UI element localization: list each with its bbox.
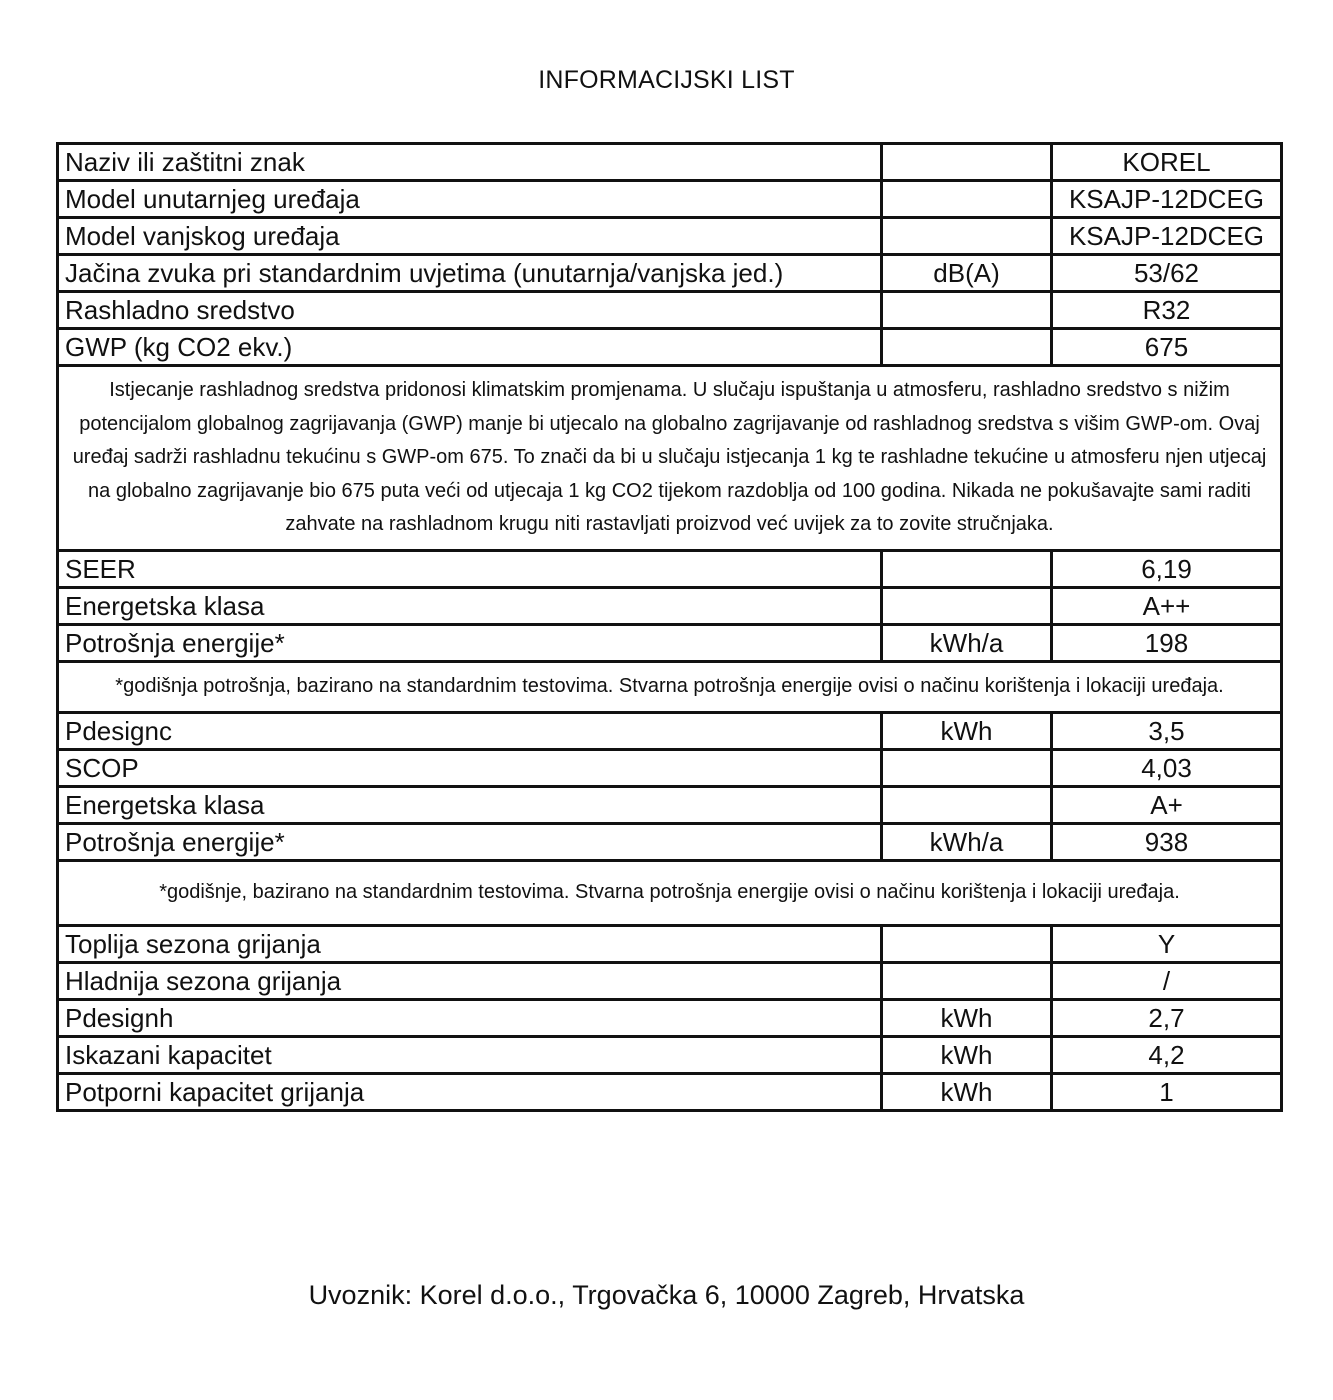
- row-value: 198: [1052, 624, 1282, 661]
- row-value: KSAJP-12DCEG: [1052, 218, 1282, 255]
- table-row-warmer-season: [58, 925, 1282, 962]
- row-label: Energetska klasa: [58, 786, 882, 823]
- row-label: Iskazani kapacitet: [58, 1036, 882, 1073]
- row-value: 53/62: [1052, 255, 1282, 292]
- row-unit: [882, 962, 1052, 999]
- row-value: 1: [1052, 1073, 1282, 1110]
- row-unit: kWh: [882, 712, 1052, 749]
- table-row-heating-consumption: [58, 823, 1282, 860]
- row-label: Potporni kapacitet grijanja: [58, 1073, 882, 1110]
- table-row-seer: [58, 550, 1282, 587]
- row-unit: [882, 749, 1052, 786]
- row-value: A+: [1052, 786, 1282, 823]
- row-value: R32: [1052, 292, 1282, 329]
- row-label: Model unutarnjeg uređaja: [58, 181, 882, 218]
- row-value: 4,03: [1052, 749, 1282, 786]
- refrigerant-note: Istjecanje rashladnog sredstva pridonosi klimatskim promjenama. U slučaju ispuštanja u atmosferu, rashladno sredstvo s nižim potencijalom globalnog zagrijavanja (GWP) manje bi utjecalo na globalno zagrijavanje od rashladnog sredstva s višim GWP-om. Ovaj uređaj sadrži rashladnu tekućinu s GWP-om 675. To znači da bi u slučaju istjecanja 1 kg te rashladne tekućine u atmosferu njen utjecaj na globalno zagrijavanje bio 675 puta veći od utjecaja 1 kg CO2 tijekom razdoblja od 100 godina. Nikada ne pokušavajte sami raditi zahvate na rashladnom krugu niti rastavljati proizvod već uvijek za to zovite stručnjaka.: [58, 366, 1282, 551]
- row-unit: [882, 181, 1052, 218]
- table-row-colder-season: [58, 962, 1282, 999]
- row-label: SEER: [58, 550, 882, 587]
- table-row-backup-capacity: [58, 1073, 1282, 1110]
- row-unit: kWh/a: [882, 624, 1052, 661]
- row-label: GWP (kg CO2 ekv.): [58, 329, 882, 366]
- row-label: SCOP: [58, 749, 882, 786]
- row-label: Rashladno sredstvo: [58, 292, 882, 329]
- table-row-indoor-model: [58, 181, 1282, 218]
- table-row-scop: [58, 749, 1282, 786]
- row-value: KOREL: [1052, 144, 1282, 181]
- importer-footer: Uvoznik: Korel d.o.o., Trgovačka 6, 10000 Zagreb, Hrvatska: [308, 1280, 1025, 1310]
- table-row-pdesignc: [58, 712, 1282, 749]
- row-unit: [882, 329, 1052, 366]
- row-label: Hladnija sezona grijanja: [58, 962, 882, 999]
- row-label: Energetska klasa: [58, 587, 882, 624]
- table-row-refrigerant: [58, 292, 1282, 329]
- row-unit: kWh: [882, 999, 1052, 1036]
- row-label: Model vanjskog uređaja: [58, 218, 882, 255]
- row-label: Toplija sezona grijanja: [58, 925, 882, 962]
- row-value: Y: [1052, 925, 1282, 962]
- document-title: INFORMACIJSKI LIST: [538, 66, 795, 94]
- table-row-sound-level: [58, 255, 1282, 292]
- information-table: [56, 142, 1283, 1112]
- table-row-brand: [58, 144, 1282, 181]
- table-row-declared-capacity: [58, 1036, 1282, 1073]
- row-value: 675: [1052, 329, 1282, 366]
- row-value: 6,19: [1052, 550, 1282, 587]
- heating-note: *godišnje, bazirano na standardnim testovima. Stvarna potrošnja energije ovisi o načinu korištenja i lokaciji uređaja.: [58, 860, 1282, 925]
- table-row-refrigerant-note: [58, 366, 1282, 551]
- row-value: /: [1052, 962, 1282, 999]
- table-row-gwp: [58, 329, 1282, 366]
- table-row-pdesignh: [58, 999, 1282, 1036]
- row-unit: kWh/a: [882, 823, 1052, 860]
- row-unit: [882, 550, 1052, 587]
- row-value: 2,7: [1052, 999, 1282, 1036]
- table-row-cooling-energy-class: [58, 587, 1282, 624]
- row-label: Potrošnja energije*: [58, 823, 882, 860]
- row-unit: [882, 786, 1052, 823]
- row-unit: [882, 925, 1052, 962]
- row-value: 938: [1052, 823, 1282, 860]
- row-unit: [882, 587, 1052, 624]
- cooling-note: *godišnja potrošnja, bazirano na standardnim testovima. Stvarna potrošnja energije ovisi o načinu korištenja i lokaciji uređaja.: [58, 661, 1282, 712]
- table-row-cooling-consumption: [58, 624, 1282, 661]
- row-value: KSAJP-12DCEG: [1052, 181, 1282, 218]
- row-label: Pdesignc: [58, 712, 882, 749]
- row-unit: kWh: [882, 1073, 1052, 1110]
- row-label: Jačina zvuka pri standardnim uvjetima (unutarnja/vanjska jed.): [58, 255, 882, 292]
- row-value: A++: [1052, 587, 1282, 624]
- table-row-heating-note: [58, 860, 1282, 925]
- row-unit: dB(A): [882, 255, 1052, 292]
- table-row-outdoor-model: [58, 218, 1282, 255]
- row-unit: kWh: [882, 1036, 1052, 1073]
- row-label: Potrošnja energije*: [58, 624, 882, 661]
- row-unit: [882, 218, 1052, 255]
- table-row-cooling-note: [58, 661, 1282, 712]
- row-value: 3,5: [1052, 712, 1282, 749]
- table-row-heating-energy-class: [58, 786, 1282, 823]
- row-label: Naziv ili zaštitni znak: [58, 144, 882, 181]
- row-unit: [882, 144, 1052, 181]
- row-value: 4,2: [1052, 1036, 1282, 1073]
- row-label: Pdesignh: [58, 999, 882, 1036]
- row-unit: [882, 292, 1052, 329]
